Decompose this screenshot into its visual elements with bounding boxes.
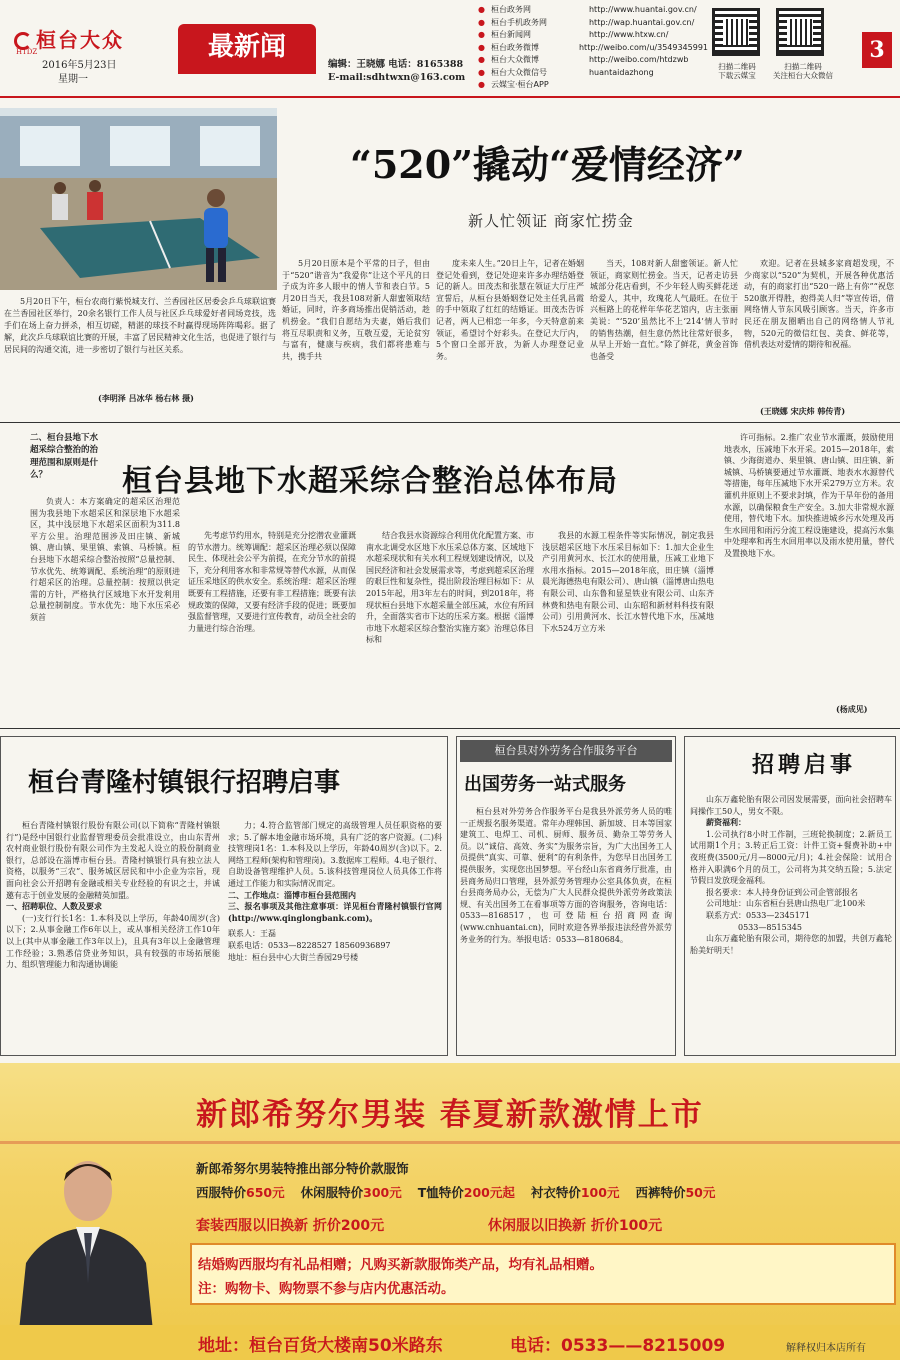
hiring-pay: 1.公司执行8小时工作制，三班轮换制度；2.新员工试用期1个月；3.转正后工资：计件工资+餐费补助+中夜班费(3500元/月—8000元/月)；4.社会保险：试用合格并入职满6个月的员工，公司将为其交纳五险；5.法定节假日发放现金福利。 xyxy=(690,829,892,886)
media-address[interactable]: huantaidazhong xyxy=(588,67,654,77)
fashion-ad xyxy=(0,1063,900,1360)
labor-body xyxy=(460,806,672,1052)
bank-ad-section2: 二、工作地点：淄博市桓台县范围内 xyxy=(228,889,356,900)
article520-col4-text: 欢迎。记者在县城多家商超发现，不少商家以“520”为契机，开展各种优惠活动，有的商家打出“520一路上有你”“祝您520旗开得胜，抱得美人归”等宣传语，借网络情人节东风吸引顾客。当天，许多市民还在朋友圈晒出自己的网络情人节礼物，520元的微信红包、美食、鲜花等，借机表达对爱情的期待和祝福。 xyxy=(744,259,894,350)
editor-line: 编辑：王晓娜 电话：8165388 xyxy=(328,59,464,70)
bank-ad-intro: 桓台青隆村镇银行股份有限公司(以下简称“青隆村镇银行”)是经中国银行业监督管理委员会批准设立，由山东青州农村商业银行股份有限公司作为主发起人设立的股份制商业银行，总部设在淄博市桓台县。青隆村镇银行具有独立法人资格，以服务“三农”、服务城区居民和中小企业为宗旨，现面向社会公开招聘有金融或相关专业经验的有识之士，并诚邀有志于创业发展的金融精英加盟。 xyxy=(6,821,220,900)
groundwater-col1-text: 负责人：本方案确定的超采区治理范围为我县地下水超采区和深层地下水超采区，其中浅层地下水超采区面积为311.8平方公里。治理范围涉及田庄镇、新城镇、唐山镇、果里镇、索镇、马桥镇。桓台县地下水超采综合整治按照“总量控制、节水优先、统筹调配、系统治理”的原则进行超采区的治理。总量控制：按照以供定需的方针，严格执行区域地下水开发利用总量控制制度。节水优先：地下水压采必须首 xyxy=(30,497,180,622)
article520-col2-text: 度未来人生。”20日上午，记者在婚姻登记处看到，登记处迎来许多办理结婚登记的新人。田茂杰和张慧在领证大厅庄严宣誓后，从桓台县婚姻登记处主任乳昌霞的手中领取了红红的结婚证。田茂杰告诉记者，两人已相恋一年多，今天特意前来领证，希望讨个好彩头。在登记大厅内，5个窗口全部开放，为新人办理登记业务。 xyxy=(436,259,584,361)
store-address: 地址：桓台百货大楼南50米路东 xyxy=(198,1336,443,1356)
media-name: 桓台新闻网 xyxy=(490,30,531,39)
media-name: 云媒宝·桓台APP xyxy=(490,80,549,89)
media-item xyxy=(478,67,708,80)
price-item xyxy=(301,1183,402,1201)
fashion-ad-intro: 新郎希努尔男装特推出部分特价款服饰 xyxy=(196,1161,409,1176)
masthead-rule xyxy=(0,96,900,98)
hiring-closing: 山东万鑫轮胎有限公司，期待您的加盟，共创万鑫轮胎美好明天！ xyxy=(690,934,892,955)
article520-subhead: 新人忙领证 商家忙捞金 xyxy=(468,212,634,230)
groundwater-headline: 桓台县地下水超采综合整治总体布局 xyxy=(122,464,618,499)
hiring-body xyxy=(690,794,892,1052)
article520-col2 xyxy=(436,258,584,418)
media-name: 桓台政务网 xyxy=(490,5,531,14)
media-address[interactable]: http://www.huantai.gov.cn/ xyxy=(588,5,697,14)
qr1-caption: 扫描二维码 下载云媒宝 xyxy=(718,62,756,80)
groundwater-qa-title: 二、桓台县地下水超采综合整治的治理范围和原则是什么？ xyxy=(30,433,99,480)
article520-col3-text: 当天，108对新人甜蜜领证。新人忙领证，商家则忙捞金。当天，记者走访县城部分花店看到，不少年轻人购买鲜花送给爱人，其中，玫瑰花人气最旺。在位于兴桓路上的花样年华花艺馆内，店主张丽美说：“‘520’虽然比不上‘214’情人节时的销售热潮，但生意仍然比往常好很多，从早上开始一直忙。”除了鲜花，黄金首饰也备受 xyxy=(590,259,738,361)
photo-credit: (李明泽 吕冰华 杨右林 摄) xyxy=(98,393,194,403)
price-value: 300元 xyxy=(363,1185,402,1200)
bank-ad-section1-title: 一、招聘职位、人数及要求 xyxy=(6,901,102,912)
media-address[interactable]: http://weibo.com/htdzwb xyxy=(588,55,689,64)
media-item xyxy=(478,4,708,17)
bullet-icon: ● xyxy=(478,5,485,14)
qr-code-icon xyxy=(712,8,760,56)
bank-ad-headline: 桓台青隆村镇银行招聘启事 xyxy=(28,768,341,798)
groundwater-credit: (杨成见) xyxy=(836,704,868,714)
price-label: 衬衣特价 xyxy=(530,1185,581,1200)
bullet-icon: ● xyxy=(478,17,485,27)
media-item xyxy=(478,79,708,92)
price-row xyxy=(196,1183,896,1201)
price-item xyxy=(418,1183,515,1201)
gift-note: 注：购物卡、购物票不参与店内优惠活动。 xyxy=(198,1281,455,1297)
groundwater-col1 xyxy=(30,496,180,722)
bank-ad-col1 xyxy=(6,820,220,1052)
media-name: 桓台大众微博 xyxy=(490,55,539,64)
price-value: 50元 xyxy=(685,1185,716,1200)
labor-headline: 出国劳务一站式服务 xyxy=(464,774,626,795)
divider-2 xyxy=(0,728,900,729)
qr-code-icon xyxy=(776,8,824,56)
section-rule xyxy=(178,70,316,74)
qr2-caption: 扫描二维码 关注桓台大众微信 xyxy=(773,62,833,80)
photo-caption xyxy=(4,296,276,388)
ping-pong-photo xyxy=(0,108,277,290)
editor-email: E-mail:sdhtwxn@163.com xyxy=(328,72,466,83)
bullet-icon: ● xyxy=(478,67,485,77)
divider-1 xyxy=(0,422,900,423)
bullet-icon: ● xyxy=(478,30,485,39)
price-value: 100元 xyxy=(580,1185,620,1200)
article520-col1-text: 5月20日原本是个平常的日子，但由于“520”谐音为“我爱你”让这个平凡的日子成为许多人眼中的情人节和表白节。5月20日当天，我县108对新人甜蜜领取结婚证，同时，许多商场推出促销活动，趁机捞金。“我们自愿结为夫妻，婚后我们将互尽职责和义务，互敬互爱，无论贫穷与富有，健康与疾病，我们都将患难与共，携手共 xyxy=(282,259,430,361)
page-number: 3 xyxy=(862,32,892,68)
price-label: 西裤特价 xyxy=(635,1185,686,1200)
store-phone: 电话：0533——8215009 xyxy=(510,1336,726,1356)
bank-ad-section3: 三、报名事项及其他注意事项：详见桓台青隆村镇银行官网(http://www.qinglongbank.com)。 xyxy=(228,901,442,923)
media-item xyxy=(478,54,708,67)
media-name: 桓台大众微信号 xyxy=(490,67,547,77)
price-label: 休闲服特价 xyxy=(300,1185,364,1200)
bank-ad-col2 xyxy=(228,820,442,1052)
price-label: T恤特价 xyxy=(417,1185,464,1200)
groundwater-col4-text: 我县的水源工程条件等实际情况，制定我县浅层超采区地下水压采目标如下：1.加大企业生产引用黄河水、长江水的使用量，压减工业地下水用水指标。2015—2018年底，田庄镇（淄博晨光海德热电有限公司）、唐山镇（淄博唐山热电有限公司、山东鲁和显星铁业有限公司、山东齐林费和热电有限公司、山东昭和新材料科技有限公司）引用黄河水、长江水替代地下水，压减地下水524万立方米 xyxy=(542,531,714,633)
bullet-icon: ● xyxy=(478,42,485,52)
article520-col3 xyxy=(590,258,738,418)
price-label: 西服特价 xyxy=(196,1185,247,1200)
labor-banner: 桓台县对外劳务合作服务平台 xyxy=(460,740,672,762)
hiring-headline: 招聘启事 xyxy=(752,752,857,778)
media-item xyxy=(478,29,708,42)
hiring-intro: 山东万鑫轮胎有限公司因发展需要，面向社会招聘车间操作工50人，男女不限。 xyxy=(690,795,892,816)
groundwater-col2-text: 先考虑节约用水，特别是充分挖潜农业灌溉的节水潜力。统筹调配：超采区治理必须以保障民生、体现社会公平为前提，在充分节水的前提下，充分利用客水和非常规等替代水源，从而保证压采地区的供水安全。系统治理：超采区治理既要有工程措施，还要有非工程措施；既要有法规政策的保障，又要有经济手段的促进；既要加强监督管理，又要进行宣传教育，动员全社会的力量进行综合治理。 xyxy=(188,531,356,633)
ad-footer-bar xyxy=(0,1325,900,1360)
article520-col4 xyxy=(744,258,894,406)
groundwater-col5 xyxy=(724,432,894,700)
media-list xyxy=(478,4,708,92)
article520-credit: (王晓娜 宋庆炜 韩传青) xyxy=(760,406,846,416)
bank-ad-section1-body: (一)支行行长1名：1.本科及以上学历，年龄40周岁(含)以下；2.从事金融工作6年以上，或从事相关经济工作10年以上(其中从事金融工作3年以上)，且具有3年以上金融管理工作经验；3.熟悉信贷业务知识，具有较强的市场拓展能力、组织管理能力和沟通协调能 xyxy=(6,913,220,970)
hiring-phone2: 0533—8515345 xyxy=(738,922,802,932)
tradein-suit: 套装西服以旧换新 折价200元 xyxy=(196,1218,385,1234)
media-address[interactable]: http://wap.huantai.gov.cn/ xyxy=(588,17,695,27)
price-value: 650元 xyxy=(246,1185,285,1200)
price-value: 200元起 xyxy=(463,1185,515,1200)
fashion-ad-rule xyxy=(0,1141,900,1144)
bank-ad-section1-cont: 力；4.符合监管部门规定的高级管理人员任职资格的要求；5.了解本地金融市场环境，具有广泛的客户资源。(二)科技管理岗1名：1.本科及以上学历，年龄40周岁(含)以下。2.网络工程师(架构和管理岗)。3.数据库工程师。4.电子银行、自助设备管理维护人员。5.该科技管理岗位人员具体工作将通过工作能力和实际情况而定。 xyxy=(228,821,442,888)
issue-weekday: 星期一 xyxy=(58,74,88,85)
hiring-address: 公司地址：山东省桓台县唐山热电厂北100米 xyxy=(706,899,866,909)
masthead xyxy=(0,0,900,100)
photo-caption-text: 5月20日下午，桓台农商行紫悦城支行、兰香园社区居委会乒乓球联谊赛在兰香园社区举行，20余名银行工作人员与社区乒乓球爱好者同场竞技，选手们在场上奋力拼杀，相互切磋，精湛的球技不时赢得现场阵阵喝彩。据了解，此次乒乓球联谊比赛的开展，丰富了居民精神文化生活，也促进了银行与居民间的沟通交流，进一步密切了银行与社区关系。 xyxy=(4,297,276,354)
bullet-icon: ● xyxy=(478,55,485,64)
gift-text: 结婚购西服均有礼品相赠；凡购买新款服饰类产品，均有礼品相赠。 xyxy=(198,1257,603,1273)
bank-ad-contact: 联系人：王磊 xyxy=(228,929,276,939)
labor-body-text: 桓台县对外劳务合作服务平台是我县外派劳务人员的唯一正规报名服务渠道。常年办理韩国、新加坡、日本等国家建筑工、电焊工、司机、厨师、服务员、勤杂工等劳务人员。以“诚信、高效、务实”为服务宗旨，为广大出国务工人员提供“真实、可靠、便利”的有利条件，为您早日出国务工提供服务，实现您出国梦想。平台经山东省商务厅批准，由县商务局归口管理，县外派劳务管理办公室具体负责，在桓台县商务局办公，无偿为广大人民群众提供外派劳务政策法规、有关出国务工在看事项等方面的咨询服务，咨询电话：0533—8168517，也可登陆桓台招商网查询(www.cnhuantai.cn)，同时欢迎各界举报违法经营外派劳务业务的行为。举报电话：0533—8180684。 xyxy=(460,807,672,944)
bank-ad-address: 地址：桓台县中心大街兰香园29号楼 xyxy=(228,952,359,962)
logo-sub: HTDZ xyxy=(16,48,38,56)
hiring-phone1: 联系方式：0533—2345171 xyxy=(706,910,810,920)
groundwater-col4 xyxy=(542,530,714,722)
logo-text: 桓台大众 xyxy=(36,28,124,52)
media-item xyxy=(478,42,708,55)
bank-ad-phone: 联系电话：0533—8228527 18560936897 xyxy=(228,940,391,950)
price-item xyxy=(635,1183,715,1201)
media-name: 桓台政务微博 xyxy=(490,42,539,52)
groundwater-col3 xyxy=(366,530,534,722)
tradein-casual: 休闲服以旧换新 折价100元 xyxy=(488,1218,663,1234)
issue-date: 2016年5月23日 xyxy=(42,60,117,71)
hiring-requirement: 报名要求：本人持身份证到公司企管部报名 xyxy=(706,887,858,897)
bullet-icon: ● xyxy=(478,80,485,89)
groundwater-col2 xyxy=(188,530,356,722)
section-badge: 最新闻 xyxy=(178,24,316,70)
price-item xyxy=(531,1183,620,1201)
media-address[interactable]: http://www.htxw.cn/ xyxy=(588,30,669,39)
price-item xyxy=(196,1183,285,1201)
fashion-ad-headline: 新郎希努尔男装 春夏新款激情上市 xyxy=(196,1097,704,1133)
media-name: 桓台手机政务网 xyxy=(490,17,547,27)
hiring-pay-title: 薪资福利： xyxy=(706,817,746,828)
media-address[interactable]: http://weibo.com/u/3549345991 xyxy=(578,42,708,52)
article520-col1 xyxy=(282,258,430,418)
groundwater-col3-text: 结合我县水资源综合利用优化配置方案、市南水北调受水区地下水压采总体方案、区域地下水超采现状和有关水利工程规划建设情况，以及国民经济和社会发展需求等，考虑到超采区治理的艰巨性和复杂性，提出阶段治理目标如下：从2015年起，用3年左右的时间，到2018年，将现状桓台县地下水超采量全部压减，水位有所回升，全面落实省市下达的压采方案。根据《淄博市地下水超采区综合整治实施方案》治理总体目标和 xyxy=(366,531,534,645)
media-item xyxy=(478,17,708,30)
ping-pong-photo-art xyxy=(0,108,277,290)
article520-headline: “520”撬动“爱情经济” xyxy=(350,142,745,187)
groundwater-col5-text: 许可指标。2.推广农业节水灌溉，鼓励使用地表水，压减地下水开采。2015—2018年，索镇、少海街道办、果里镇、唐山镇、田庄镇、新城镇、马桥镇要通过节水灌溉、地表水水源替代等措施，每年压减地下水开采279万立方米。农灌机井原则上不要求封填，作为干旱年份的备用水源，以确保粮食生产安全。3.加大非常规水源使用，替代地下水。加快推进城乡污水处理及再生水回用和雨污分流工程设施建设，提高污水集中处理率和再生水回用率以及雨水使用量，替代及置换地下水。 xyxy=(724,433,894,558)
rights-note: 解释权归本店所有 xyxy=(786,1343,866,1354)
